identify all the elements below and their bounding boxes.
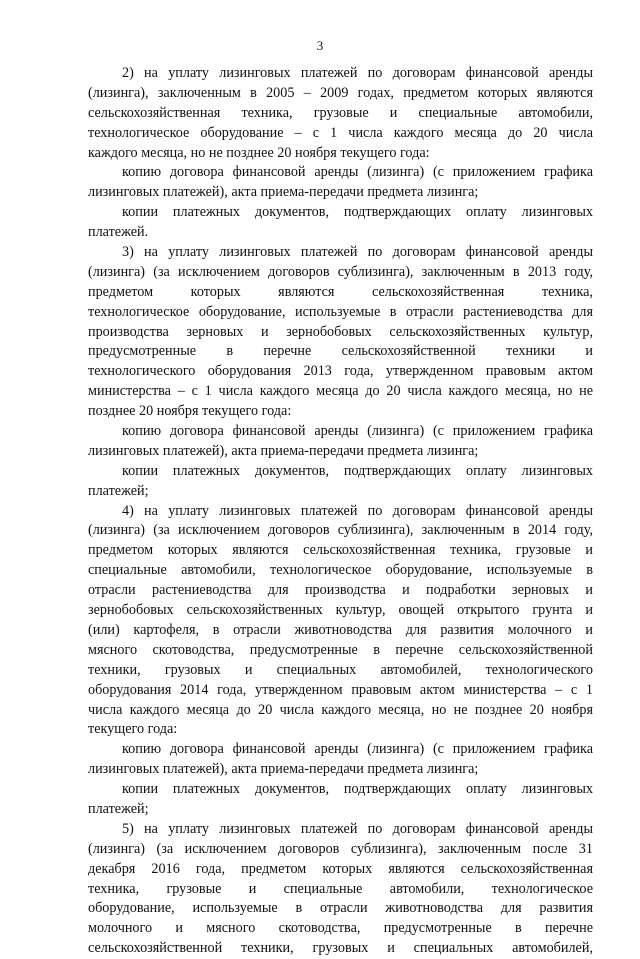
text-line: (или) картофеля, в отрасли животноводства для развития молочного и (88, 621, 593, 638)
text-line: копии платежных документов, подтверждающих оплату лизинговых (122, 462, 593, 479)
text-line: лизинговых платежей), акта приема-передачи предмета лизинга; (88, 761, 479, 778)
text-line: сельскохозяйственная техника, грузовые и специальные автомобили, (88, 104, 593, 121)
text-line: молочного и мясного скотоводства, предусмотренные в перечне (88, 920, 593, 937)
text-line: 2) на уплату лизинговых платежей по договорам финансовой аренды (122, 65, 593, 81)
text-line: производства зерновых и зернобобовых сельскохозяйственных культур, (88, 323, 593, 340)
text-line: (лизинга) (за исключением договоров сублизинга), заключенным в 2014 году, (88, 522, 593, 539)
text-line: копию договора финансовой аренды (лизинга) (с приложением графика (122, 741, 593, 758)
text-line: 3) на уплату лизинговых платежей по договорам финансовой аренды (122, 244, 593, 261)
text-line: технологического оборудования 2013 года, утвержденном правовым актом (88, 363, 593, 380)
text-line: числа каждого месяца до 20 числа каждого месяца, но не позднее 20 ноября (88, 701, 593, 718)
text-line: копии платежных документов, подтверждающих оплату лизинговых (122, 781, 593, 798)
text-line: декабря 2016 года, предметом которых являются сельскохозяйственная (88, 860, 593, 877)
text-line: платежей; (88, 800, 149, 817)
page-number: 3 (316, 38, 324, 53)
text-line: сельскохозяйственной техники, грузовых и специальных автомобилей, (88, 940, 593, 957)
text-line: предусмотренные в перечне сельскохозяйственной техники и (88, 343, 593, 360)
text-line: технологическое оборудование – с 1 числа каждого месяца до 20 числа (88, 124, 593, 141)
text-line: специальные автомобили, технологическое оборудование, используемые в (88, 562, 593, 579)
text-line: оборудования 2014 года, утвержденном правовым актом министерства – с 1 (88, 681, 593, 698)
text-line: оборудование, используемые в отрасли животноводства для развития (88, 900, 593, 917)
text-line: платежей. (88, 224, 149, 241)
text-line: лизинговых платежей), акта приема-передачи предмета лизинга; (88, 184, 479, 201)
text-line: платежей; (88, 482, 149, 499)
text-line: отрасли растениеводства для производства и подработки зерновых и (88, 582, 593, 599)
text-line: копию договора финансовой аренды (лизинга) (с приложением графика (122, 164, 593, 181)
text-line: позднее 20 ноября текущего года: (88, 403, 292, 420)
text-line: техника, грузовые и специальные автомобили, технологическое (88, 880, 593, 897)
text-line: каждого месяца, но не позднее 20 ноября текущего года: (88, 144, 430, 161)
text-line: копии платежных документов, подтверждающих оплату лизинговых (122, 204, 593, 221)
text-line: 5) на уплату лизинговых платежей по договорам финансовой аренды (122, 820, 593, 837)
text-line: предметом которых являются сельскохозяйственная техника, грузовые и (88, 542, 593, 559)
text-line: техники, грузовых и специальных автомобилей, технологического (88, 661, 593, 678)
text-line: (лизинга), заключенным в 2005 – 2009 годах, предметом которых являются (88, 84, 593, 101)
text-line: лизинговых платежей), акта приема-передачи предмета лизинга; (88, 442, 479, 459)
text-line: министерства – с 1 числа каждого месяца до 20 числа каждого месяца, но не (88, 383, 593, 400)
text-line: зернобобовых сельскохозяйственных культур, овощей открытого грунта и (88, 602, 593, 619)
text-line: текущего года: (88, 721, 178, 738)
document-body (88, 64, 593, 959)
text-line: мясного скотоводства, предусмотренные в перечне сельскохозяйственной (88, 641, 593, 658)
text-line: технологическое оборудование, используемые в отрасли растениеводства для (88, 303, 593, 320)
text-line: (лизинга) (за исключением договоров сублизинга), заключенным после 31 (88, 840, 593, 857)
text-line: 4) на уплату лизинговых платежей по договорам финансовой аренды (122, 502, 593, 519)
text-line: копию договора финансовой аренды (лизинга) (с приложением графика (122, 423, 593, 440)
text-line: предметом которых являются сельскохозяйственная техника, (88, 283, 593, 300)
text-line: (лизинга) (за исключением договоров сублизинга), заключенным в 2013 году, (88, 263, 593, 280)
